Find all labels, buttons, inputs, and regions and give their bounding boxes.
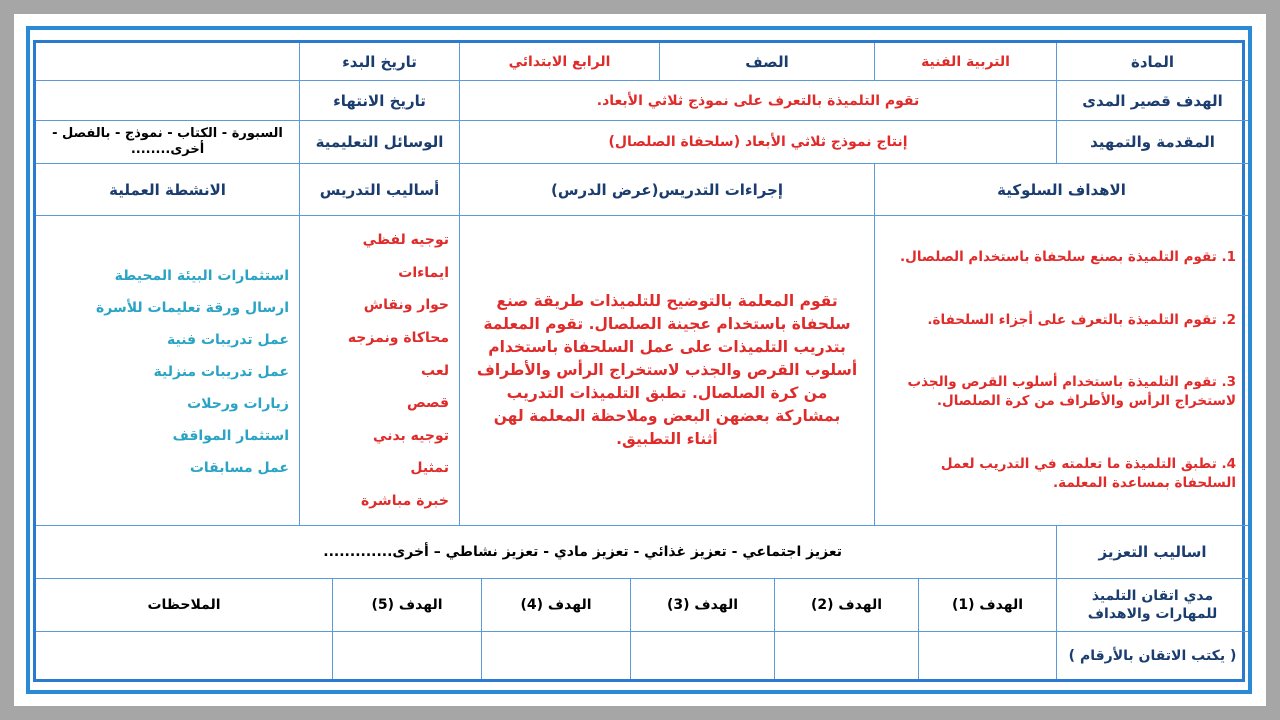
notes-entry[interactable] [36,631,332,679]
header-activities: الانشطة العملية [36,163,299,215]
objective-item: 1. تقوم التلميذة بصنع سلحفاة باستخدام الصلصال. [900,248,1236,265]
start-date-label: تاريخ البدء [299,43,459,80]
reinforcement-value: تعزيز اجتماعي - تعزيز غذائي - تعزيز مادي - تعزيز نشاطي – أخرى............. [36,525,1056,578]
activity-item: ارسال ورقة تعليمات للأسرة [96,300,289,316]
teaching-aids-label: الوسائل التعليمية [299,120,459,163]
intro-label: المقدمة والتمهيد [1056,120,1248,163]
objective-item: 2. تقوم التلميذة بالتعرف على أجزاء السلحفاة. [927,311,1236,328]
method-item: حوار ونقاش [363,297,449,314]
grade-value: الرابع الابتدائي [459,43,659,80]
goal-5-header: الهدف (5) [332,578,481,631]
end-date-label: تاريخ الانتهاء [299,80,459,120]
goal-1-entry[interactable] [918,631,1056,679]
intro-value: إنتاج نموذج ثلاثي الأبعاد (سلحفاة الصلصال) [459,120,1056,163]
start-date-value[interactable] [36,43,299,80]
header-methods: أساليب التدريس [299,163,459,215]
objective-item: 3. تقوم التلميذة باستخدام أسلوب القرص والجذب لاستخراج الرأس والأطراف من كرة الصلصال. [907,374,1236,410]
goal-2-header: الهدف (2) [774,578,918,631]
mastery-label: مدي اتقان التلميذ للمهارات والاهداف [1056,578,1248,631]
lesson-plan-table [33,40,1245,682]
notes-header: الملاحظات [36,578,332,631]
methods-cell [299,215,459,525]
goal-3-header: الهدف (3) [630,578,774,631]
header-objectives: الاهداف السلوكية [874,163,1248,215]
method-item: تمثيل [410,460,449,477]
procedures-text: تقوم المعلمة بالتوضيح للتلميذات طريقة صنع سلحفاة باستخدام عجينة الصلصال. تقوم المعلمة بتدريب التلميذات على عمل السلحفاة باستخدام أسلوب القرص والجذب لاستخراج الرأس والأطراف من كرة الصلصال. تطبق التلميذات التدريب بمشاركة بعضهن البعض وملاحظة المعلمة لهن أثناء التطبيق. [476,292,858,448]
method-item: محاكاة ونمزجه [347,329,449,346]
short-term-goal-value: تقوم التلميذة بالتعرف على نموذج ثلاثي الأبعاد. [459,80,1056,120]
activities-cell [36,215,299,525]
method-item: قصص [406,395,449,412]
objectives-cell [874,215,1248,525]
activity-item: عمل مسابقات [189,460,289,476]
short-term-goal-label: الهدف قصير المدى [1056,80,1248,120]
method-item: توجيه بدني [373,427,449,444]
goal-3-entry[interactable] [630,631,774,679]
method-item: توجيه لفظي [362,232,449,248]
teaching-aids-value: السبورة - الكتاب - نموذج - بالفصل - أخرى........ [36,120,299,163]
activity-item: زيارات ورحلات [187,396,289,412]
method-item: خبرة مباشرة [360,493,449,509]
activity-item: عمل تدريبات فنية [167,332,289,348]
end-date-value[interactable] [36,80,299,120]
reinforcement-label: اساليب التعزيز [1056,525,1248,578]
grade-label: الصف [659,43,874,80]
mastery-note: ( يكتب الاتقان بالأرقام ) [1056,631,1248,679]
goal-5-entry[interactable] [332,631,481,679]
header-procedures: إجراءات التدريس(عرض الدرس) [459,163,874,215]
method-item: ايماءات [398,264,449,281]
procedures-cell [459,215,874,525]
activity-item: استثمار المواقف [172,428,289,444]
method-item: لعب [421,362,449,379]
goal-4-entry[interactable] [481,631,630,679]
activity-item: استثمارات البيئة المحيطة [114,268,289,284]
goal-2-entry[interactable] [774,631,918,679]
goal-1-header: الهدف (1) [918,578,1056,631]
goal-4-header: الهدف (4) [481,578,630,631]
subject-label: المادة [1056,43,1248,80]
subject-value: التربية الفنية [874,43,1056,80]
objective-item: 4. تطبق التلميذة ما تعلمته في التدريب لعمل السلحفاة بمساعدة المعلمة. [940,456,1236,492]
activity-item: عمل تدريبات منزلية [153,364,289,380]
